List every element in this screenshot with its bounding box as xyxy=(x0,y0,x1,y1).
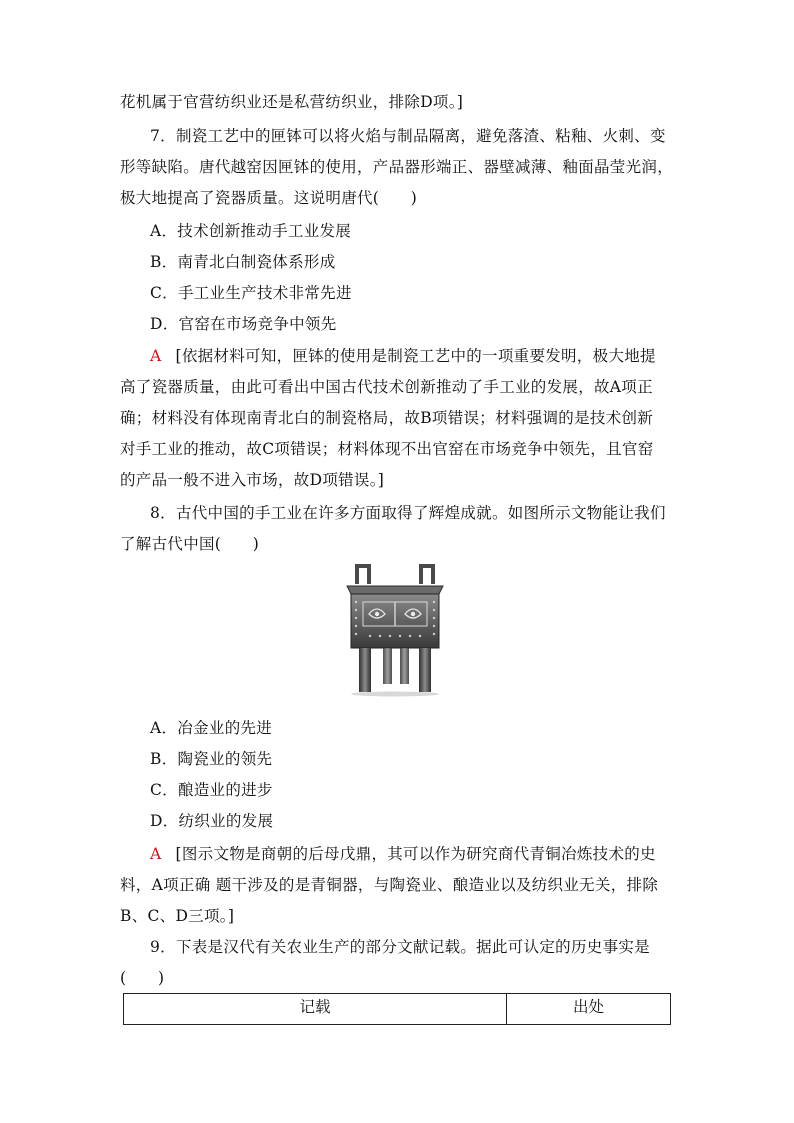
answer-explanation: 对手工业的推动，故C项错误；材料体现不出官窑在市场竞争中领先，且官窑 xyxy=(120,440,654,458)
answer-explanation: 高了瓷器质量，由此可看出中国古代技术创新推动了手工业的发展，故A项正 xyxy=(120,378,653,396)
text-line: 花机属于官营纺织业还是私营纺织业，排除D项。] xyxy=(120,93,464,111)
question-8-stem: 了解古代中国( ) xyxy=(120,535,260,553)
option-b: B．南青北白制瓷体系形成 xyxy=(150,253,336,271)
question-7-stem: 形等缺陷。唐代越窑因匣钵的使用，产品器形端正、器壁减薄、釉面晶莹光润， xyxy=(120,158,674,176)
table-header-row xyxy=(124,994,671,1025)
option-d: D．官窑在市场竞争中领先 xyxy=(150,315,337,333)
records-table xyxy=(123,993,671,1025)
answer-letter: A xyxy=(150,845,162,863)
answer-explanation: 确；材料没有体现南青北白的制瓷格局，故B项错误；材料强调的是技术创新 xyxy=(120,409,654,427)
option-c: C．酿造业的进步 xyxy=(150,781,273,799)
question-8-stem: 8．古代中国的手工业在许多方面取得了辉煌成就。如图所示文物能让我们 xyxy=(150,504,666,522)
option-d: D．纺织业的发展 xyxy=(150,812,274,830)
option-b: B．陶瓷业的领先 xyxy=(150,750,273,768)
option-a: A．技术创新推动手工业发展 xyxy=(150,222,352,240)
bronze-ding-icon xyxy=(345,562,445,698)
answer-explanation: 的产品一般不进入市场，故D项错误。] xyxy=(120,471,385,489)
question-7-stem: 极大地提高了瓷器质量。这说明唐代( ) xyxy=(120,189,418,207)
option-c: C．手工业生产技术非常先进 xyxy=(150,284,352,302)
answer-letter: A xyxy=(150,347,162,365)
column-header-source: 出处 xyxy=(507,994,671,1025)
answer-explanation: B、C、D三项。] xyxy=(120,907,235,925)
answer-explanation: A [图示文物是商朝的后母戊鼎，其可以作为研究商代青铜冶炼技术的史 xyxy=(150,845,656,863)
question-7-stem: 7．制瓷工艺中的匣钵可以将火焰与制品隔离，避免落渣、粘釉、火刺、变 xyxy=(150,127,666,145)
answer-explanation: A [依据材料可知，匣钵的使用是制瓷工艺中的一项重要发明，极大地提 xyxy=(150,347,656,365)
question-9-stem: 9．下表是汉代有关农业生产的部分文献记载。据此可认定的历史事实是 xyxy=(150,938,650,956)
answer-explanation: 料，A项正确 题干涉及的是青铜器，与陶瓷业、酿造业以及纺织业无关，排除 xyxy=(120,876,659,894)
option-a: A．冶金业的先进 xyxy=(150,719,273,737)
question-9-stem: ( ) xyxy=(120,969,165,987)
column-header-record: 记载 xyxy=(124,994,507,1025)
